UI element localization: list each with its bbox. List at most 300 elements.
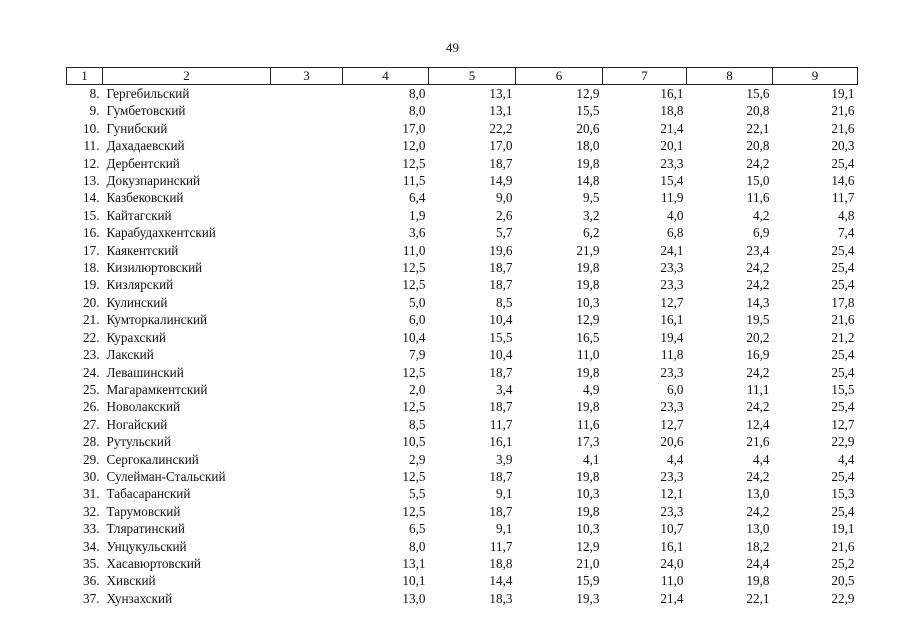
table-row xyxy=(67,329,858,346)
column-9-cell: 22,9 xyxy=(831,590,855,606)
column-6-cell: 10,3 xyxy=(576,294,600,310)
table-row xyxy=(67,398,858,415)
row-number-cell: 22. xyxy=(83,329,100,345)
column-6-cell: 21,0 xyxy=(576,555,600,571)
table-body xyxy=(67,85,858,608)
column-5-cell: 14,9 xyxy=(489,173,513,189)
column-9-cell: 25,4 xyxy=(831,155,855,171)
table-row xyxy=(67,85,858,103)
column-4-cell: 17,0 xyxy=(402,120,426,136)
column-9-cell: 15,5 xyxy=(831,381,855,397)
column-9-cell: 25,4 xyxy=(831,468,855,484)
column-7-cell: 4,4 xyxy=(667,451,684,467)
column-6-cell: 19,8 xyxy=(576,364,600,380)
column-4-cell: 2,0 xyxy=(409,381,426,397)
district-name-cell: Сергокалинский xyxy=(106,451,199,467)
column-6-cell: 4,9 xyxy=(583,381,600,397)
column-6-cell: 15,5 xyxy=(576,103,600,119)
column-4-cell: 8,5 xyxy=(409,416,426,432)
district-name-cell: Дербентский xyxy=(106,155,180,171)
district-name-cell: Карабудахкентский xyxy=(106,225,216,241)
district-name-cell: Магарамкентский xyxy=(106,381,208,397)
row-number-cell: 19. xyxy=(83,277,100,293)
column-5-cell: 14,4 xyxy=(489,573,513,589)
table-row xyxy=(67,259,858,276)
column-6-cell: 19,8 xyxy=(576,399,600,415)
column-5-cell: 18,8 xyxy=(489,555,513,571)
column-9-cell: 25,4 xyxy=(831,277,855,293)
column-5-cell: 18,7 xyxy=(489,260,513,276)
column-4-cell: 11,5 xyxy=(402,173,426,189)
row-number-cell: 13. xyxy=(83,173,100,189)
column-6-cell: 17,3 xyxy=(576,434,600,450)
column-3-cell xyxy=(271,520,343,537)
column-4-cell: 1,9 xyxy=(409,207,426,223)
district-name-cell: Кайтагский xyxy=(106,207,172,223)
column-3-cell xyxy=(271,364,343,381)
column-9-cell: 12,7 xyxy=(831,416,855,432)
column-3-cell xyxy=(271,416,343,433)
column-6-cell: 14,8 xyxy=(576,173,600,189)
column-3-cell xyxy=(271,503,343,520)
column-8-cell: 15,0 xyxy=(746,173,770,189)
row-number-cell: 36. xyxy=(83,573,100,589)
row-number-cell: 30. xyxy=(83,468,100,484)
table-row xyxy=(67,503,858,520)
column-9-cell: 17,8 xyxy=(831,294,855,310)
row-number-cell: 24. xyxy=(83,364,100,380)
district-name-cell: Гунибский xyxy=(106,120,168,136)
column-8-cell: 13,0 xyxy=(746,486,770,502)
column-5-cell: 16,1 xyxy=(489,434,513,450)
column-4-cell: 12,5 xyxy=(402,155,426,171)
column-3-cell xyxy=(271,485,343,502)
district-name-cell: Казбековский xyxy=(106,190,184,206)
column-6-cell: 18,0 xyxy=(576,138,600,154)
column-3-cell xyxy=(271,381,343,398)
column-6-cell: 20,6 xyxy=(576,120,600,136)
row-number-cell: 29. xyxy=(83,451,100,467)
column-6-cell: 3,2 xyxy=(583,207,600,223)
table-row xyxy=(67,294,858,311)
column-4-cell: 12,5 xyxy=(402,364,426,380)
column-7-cell: 4,0 xyxy=(667,207,684,223)
table-header-row xyxy=(67,68,858,85)
column-6-cell: 19,8 xyxy=(576,277,600,293)
column-8-cell: 15,6 xyxy=(746,86,770,101)
column-7-cell: 11,0 xyxy=(660,573,684,589)
column-3-cell xyxy=(271,346,343,363)
row-number-cell: 12. xyxy=(83,155,100,171)
column-9-cell: 19,1 xyxy=(831,521,855,537)
column-8-cell: 4,2 xyxy=(753,207,770,223)
row-number-cell: 16. xyxy=(83,225,100,241)
table-row xyxy=(67,538,858,555)
column-9-cell: 15,3 xyxy=(831,486,855,502)
column-8-cell: 13,0 xyxy=(746,521,770,537)
column-9-cell: 21,6 xyxy=(831,538,855,554)
column-8-cell: 24,2 xyxy=(746,468,770,484)
column-7-cell: 11,9 xyxy=(660,190,684,206)
district-name-cell: Докузпаринский xyxy=(106,173,201,189)
column-7-cell: 23,3 xyxy=(660,468,684,484)
table-row xyxy=(67,451,858,468)
column-6-cell: 12,9 xyxy=(576,538,600,554)
column-7-cell: 24,1 xyxy=(660,242,684,258)
column-6-cell: 16,5 xyxy=(576,329,600,345)
column-5-cell: 18,3 xyxy=(489,590,513,606)
table-row xyxy=(67,120,858,137)
column-6-cell: 19,8 xyxy=(576,503,600,519)
column-header-6: 6 xyxy=(516,68,603,85)
row-number-cell: 10. xyxy=(83,120,100,136)
column-9-cell: 25,4 xyxy=(831,260,855,276)
table-row xyxy=(67,590,858,607)
column-4-cell: 13,0 xyxy=(402,590,426,606)
table-row xyxy=(67,364,858,381)
column-4-cell: 12,0 xyxy=(402,138,426,154)
column-5-cell: 9,0 xyxy=(496,190,513,206)
column-5-cell: 3,9 xyxy=(496,451,513,467)
column-4-cell: 10,4 xyxy=(402,329,426,345)
column-6-cell: 12,9 xyxy=(576,86,600,101)
row-number-cell: 8. xyxy=(89,86,100,101)
column-7-cell: 16,1 xyxy=(660,538,684,554)
column-3-cell xyxy=(271,294,343,311)
column-7-cell: 12,7 xyxy=(660,416,684,432)
column-6-cell: 10,3 xyxy=(576,521,600,537)
column-9-cell: 25,4 xyxy=(831,503,855,519)
column-5-cell: 19,6 xyxy=(489,242,513,258)
column-3-cell xyxy=(271,224,343,241)
column-6-cell: 12,9 xyxy=(576,312,600,328)
district-name-cell: Рутульский xyxy=(106,434,172,450)
district-name-cell: Ногайский xyxy=(106,416,168,432)
column-8-cell: 20,8 xyxy=(746,138,770,154)
row-number-cell: 14. xyxy=(83,190,100,206)
column-5-cell: 9,1 xyxy=(496,521,513,537)
district-name-cell: Каякентский xyxy=(106,242,179,258)
column-8-cell: 24,2 xyxy=(746,277,770,293)
column-5-cell: 13,1 xyxy=(489,86,513,101)
column-4-cell: 13,1 xyxy=(402,555,426,571)
row-number-cell: 31. xyxy=(83,486,100,502)
column-6-cell: 15,9 xyxy=(576,573,600,589)
column-4-cell: 6,4 xyxy=(409,190,426,206)
column-7-cell: 21,4 xyxy=(660,590,684,606)
column-3-cell xyxy=(271,155,343,172)
column-header-5: 5 xyxy=(429,68,516,85)
column-8-cell: 18,2 xyxy=(746,538,770,554)
column-header-3: 3 xyxy=(271,68,343,85)
column-9-cell: 25,4 xyxy=(831,399,855,415)
table-row xyxy=(67,155,858,172)
column-4-cell: 10,1 xyxy=(402,573,426,589)
row-number-cell: 37. xyxy=(83,590,100,606)
table-row xyxy=(67,276,858,293)
column-5-cell: 9,1 xyxy=(496,486,513,502)
column-7-cell: 23,3 xyxy=(660,155,684,171)
column-9-cell: 21,6 xyxy=(831,103,855,119)
column-5-cell: 8,5 xyxy=(496,294,513,310)
column-3-cell xyxy=(271,433,343,450)
column-5-cell: 2,6 xyxy=(496,207,513,223)
column-4-cell: 8,0 xyxy=(409,538,426,554)
district-name-cell: Кизилюртовский xyxy=(106,260,203,276)
column-7-cell: 12,1 xyxy=(660,486,684,502)
column-7-cell: 23,3 xyxy=(660,277,684,293)
column-5-cell: 17,0 xyxy=(489,138,513,154)
column-9-cell: 19,1 xyxy=(831,86,855,101)
column-7-cell: 20,6 xyxy=(660,434,684,450)
page-number: 49 xyxy=(446,40,459,55)
column-4-cell: 12,5 xyxy=(402,260,426,276)
district-name-cell: Дахадаевский xyxy=(106,138,185,154)
column-7-cell: 12,7 xyxy=(660,294,684,310)
district-name-cell: Кулинский xyxy=(106,294,168,310)
column-9-cell: 22,9 xyxy=(831,434,855,450)
column-5-cell: 10,4 xyxy=(489,312,513,328)
column-8-cell: 12,4 xyxy=(746,416,770,432)
table-row xyxy=(67,572,858,589)
column-8-cell: 11,6 xyxy=(746,190,770,206)
table-row xyxy=(67,346,858,363)
district-name-cell: Гумбетовский xyxy=(106,103,186,119)
column-header-1: 1 xyxy=(67,68,103,85)
column-9-cell: 20,5 xyxy=(831,573,855,589)
column-4-cell: 10,5 xyxy=(402,434,426,450)
column-8-cell: 6,9 xyxy=(753,225,770,241)
row-number-cell: 25. xyxy=(83,381,100,397)
column-7-cell: 20,1 xyxy=(660,138,684,154)
column-5-cell: 11,7 xyxy=(489,416,513,432)
column-4-cell: 6,0 xyxy=(409,312,426,328)
row-number-cell: 28. xyxy=(83,434,100,450)
column-9-cell: 20,3 xyxy=(831,138,855,154)
column-4-cell: 12,5 xyxy=(402,468,426,484)
column-7-cell: 23,3 xyxy=(660,503,684,519)
column-8-cell: 4,4 xyxy=(753,451,770,467)
column-7-cell: 18,8 xyxy=(660,103,684,119)
column-4-cell: 12,5 xyxy=(402,399,426,415)
column-3-cell xyxy=(271,555,343,572)
district-name-cell: Сулейман-Стальский xyxy=(106,468,226,484)
column-6-cell: 21,9 xyxy=(576,242,600,258)
row-number-cell: 20. xyxy=(83,294,100,310)
column-6-cell: 10,3 xyxy=(576,486,600,502)
column-3-cell xyxy=(271,207,343,224)
row-number-cell: 33. xyxy=(83,521,100,537)
row-number-cell: 34. xyxy=(83,538,100,554)
column-8-cell: 22,1 xyxy=(746,120,770,136)
column-7-cell: 23,3 xyxy=(660,260,684,276)
column-4-cell: 8,0 xyxy=(409,86,426,101)
column-5-cell: 18,7 xyxy=(489,364,513,380)
row-number-cell: 18. xyxy=(83,260,100,276)
column-9-cell: 25,4 xyxy=(831,347,855,363)
column-3-cell xyxy=(271,451,343,468)
district-name-cell: Тляратинский xyxy=(106,521,185,537)
column-5-cell: 18,7 xyxy=(489,155,513,171)
column-9-cell: 25,4 xyxy=(831,364,855,380)
row-number-cell: 11. xyxy=(83,138,100,154)
column-7-cell: 23,3 xyxy=(660,399,684,415)
district-name-cell: Хивский xyxy=(106,573,156,589)
district-name-cell: Хасавюртовский xyxy=(106,555,201,571)
column-header-8: 8 xyxy=(687,68,773,85)
column-6-cell: 11,0 xyxy=(576,347,600,363)
column-header-7: 7 xyxy=(603,68,687,85)
column-5-cell: 10,4 xyxy=(489,347,513,363)
table-row xyxy=(67,311,858,328)
district-name-cell: Новолакский xyxy=(106,399,181,415)
column-8-cell: 24,2 xyxy=(746,503,770,519)
column-8-cell: 16,9 xyxy=(746,347,770,363)
column-9-cell: 21,6 xyxy=(831,120,855,136)
column-3-cell xyxy=(271,329,343,346)
column-8-cell: 20,8 xyxy=(746,103,770,119)
column-9-cell: 25,4 xyxy=(831,242,855,258)
table-row xyxy=(67,433,858,450)
column-6-cell: 6,2 xyxy=(583,225,600,241)
district-name-cell: Гергебильский xyxy=(106,86,190,101)
table-row xyxy=(67,381,858,398)
column-8-cell: 24,2 xyxy=(746,399,770,415)
column-3-cell xyxy=(271,468,343,485)
column-7-cell: 24,0 xyxy=(660,555,684,571)
column-6-cell: 9,5 xyxy=(583,190,600,206)
column-header-4: 4 xyxy=(343,68,429,85)
row-number-cell: 23. xyxy=(83,347,100,363)
column-4-cell: 7,9 xyxy=(409,347,426,363)
column-3-cell xyxy=(271,85,343,103)
column-3-cell xyxy=(271,538,343,555)
row-number-cell: 17. xyxy=(83,242,100,258)
column-7-cell: 6,0 xyxy=(667,381,684,397)
district-name-cell: Хунзахский xyxy=(106,590,173,606)
column-4-cell: 6,5 xyxy=(409,521,426,537)
column-7-cell: 15,4 xyxy=(660,173,684,189)
column-8-cell: 19,8 xyxy=(746,573,770,589)
column-3-cell xyxy=(271,137,343,154)
column-3-cell xyxy=(271,102,343,119)
column-8-cell: 11,1 xyxy=(746,381,770,397)
table-row xyxy=(67,485,858,502)
column-9-cell: 4,4 xyxy=(838,451,855,467)
table-row xyxy=(67,242,858,259)
column-4-cell: 5,0 xyxy=(409,294,426,310)
district-name-cell: Левашинский xyxy=(106,364,184,380)
column-5-cell: 13,1 xyxy=(489,103,513,119)
row-number-cell: 15. xyxy=(83,207,100,223)
column-4-cell: 2,9 xyxy=(409,451,426,467)
column-5-cell: 18,7 xyxy=(489,277,513,293)
table-row xyxy=(67,416,858,433)
column-8-cell: 22,1 xyxy=(746,590,770,606)
column-8-cell: 24,2 xyxy=(746,260,770,276)
table-row xyxy=(67,137,858,154)
column-3-cell xyxy=(271,276,343,293)
row-number-cell: 9. xyxy=(89,103,100,119)
column-9-cell: 25,2 xyxy=(831,555,855,571)
column-4-cell: 3,6 xyxy=(409,225,426,241)
column-5-cell: 5,7 xyxy=(496,225,513,241)
column-3-cell xyxy=(271,590,343,607)
column-7-cell: 21,4 xyxy=(660,120,684,136)
district-name-cell: Тарумовский xyxy=(106,503,181,519)
column-7-cell: 23,3 xyxy=(660,364,684,380)
column-4-cell: 12,5 xyxy=(402,503,426,519)
column-5-cell: 3,4 xyxy=(496,381,513,397)
column-3-cell xyxy=(271,172,343,189)
column-5-cell: 18,7 xyxy=(489,503,513,519)
table-row xyxy=(67,555,858,572)
column-4-cell: 11,0 xyxy=(402,242,426,258)
column-7-cell: 16,1 xyxy=(660,312,684,328)
row-number-cell: 32. xyxy=(83,503,100,519)
row-number-cell: 26. xyxy=(83,399,100,415)
column-3-cell xyxy=(271,259,343,276)
column-5-cell: 15,5 xyxy=(489,329,513,345)
column-9-cell: 11,7 xyxy=(831,190,855,206)
column-7-cell: 6,8 xyxy=(667,225,684,241)
district-name-cell: Унцукульский xyxy=(106,538,187,554)
column-9-cell: 14,6 xyxy=(831,173,855,189)
column-8-cell: 24,4 xyxy=(746,555,770,571)
column-8-cell: 19,5 xyxy=(746,312,770,328)
table-row xyxy=(67,224,858,241)
column-3-cell xyxy=(271,189,343,206)
column-8-cell: 14,3 xyxy=(746,294,770,310)
column-3-cell xyxy=(271,311,343,328)
column-3-cell xyxy=(271,398,343,415)
column-3-cell xyxy=(271,120,343,137)
column-9-cell: 21,6 xyxy=(831,312,855,328)
column-7-cell: 11,8 xyxy=(660,347,684,363)
column-6-cell: 4,1 xyxy=(583,451,600,467)
district-name-cell: Кизлярский xyxy=(106,277,174,293)
column-5-cell: 22,2 xyxy=(489,120,513,136)
column-8-cell: 23,4 xyxy=(746,242,770,258)
column-6-cell: 11,6 xyxy=(576,416,600,432)
row-number-cell: 21. xyxy=(83,312,100,328)
table-row xyxy=(67,520,858,537)
table-row xyxy=(67,172,858,189)
column-5-cell: 11,7 xyxy=(489,538,513,554)
district-name-cell: Лакский xyxy=(106,347,154,363)
column-8-cell: 20,2 xyxy=(746,329,770,345)
column-9-cell: 7,4 xyxy=(838,225,855,241)
column-4-cell: 5,5 xyxy=(409,486,426,502)
table-row xyxy=(67,189,858,206)
column-5-cell: 18,7 xyxy=(489,399,513,415)
column-3-cell xyxy=(271,242,343,259)
row-number-cell: 27. xyxy=(83,416,100,432)
table-row xyxy=(67,102,858,119)
column-9-cell: 21,2 xyxy=(831,329,855,345)
column-8-cell: 21,6 xyxy=(746,434,770,450)
table-row xyxy=(67,468,858,485)
row-number-cell: 35. xyxy=(83,555,100,571)
column-header-9: 9 xyxy=(773,68,858,85)
column-6-cell: 19,8 xyxy=(576,468,600,484)
district-name-cell: Кумторкалинский xyxy=(106,312,208,328)
district-name-cell: Курахский xyxy=(106,329,166,345)
column-7-cell: 19,4 xyxy=(660,329,684,345)
column-6-cell: 19,3 xyxy=(576,590,600,606)
column-9-cell: 4,8 xyxy=(838,207,855,223)
column-8-cell: 24,2 xyxy=(746,155,770,171)
